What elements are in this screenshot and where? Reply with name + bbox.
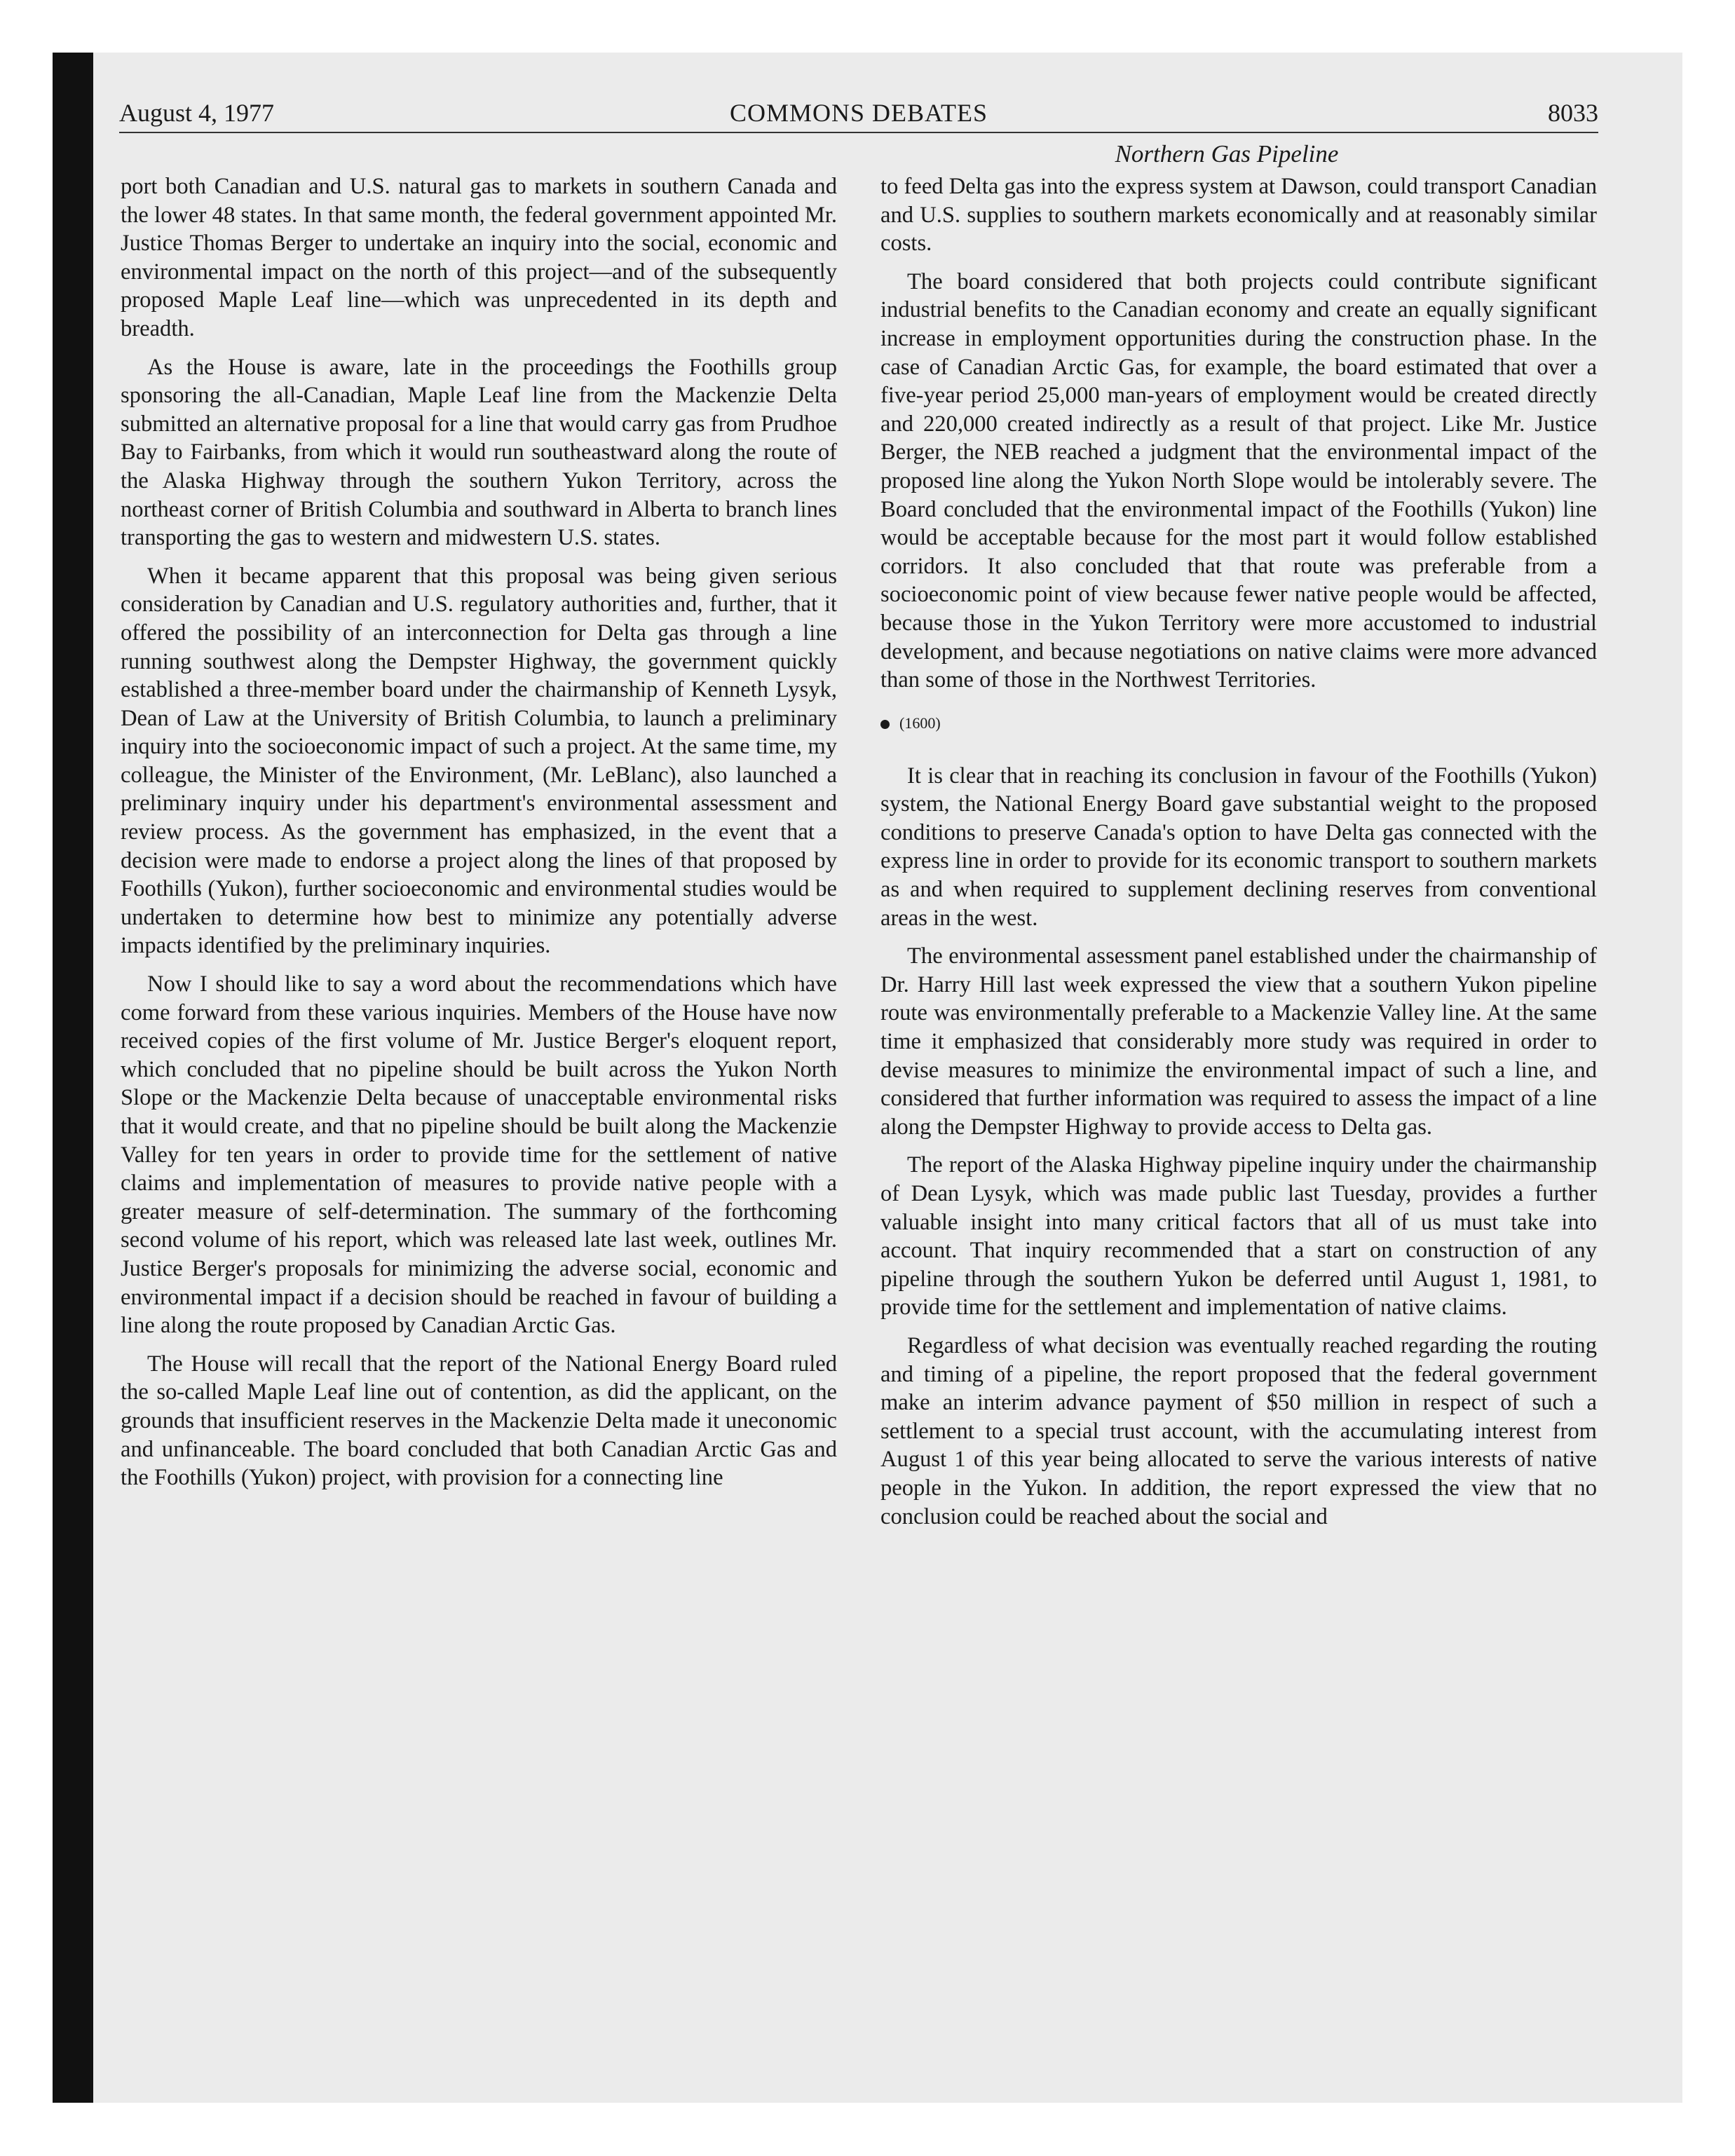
- section-heading: Northern Gas Pipeline: [1115, 140, 1339, 168]
- bullet-icon: [880, 720, 890, 729]
- paragraph: It is clear that in reaching its conclusion in favour of the Foothills (Yukon) system, the National Energy Board gave substantial weight to the proposed conditions to preserve Canada's option to have Delta gas connected with the express line in order to provide for its economic transport to southern markets as and when required to supplement declining reserves from conventional areas in the west.: [880, 763, 1597, 931]
- header-rule: [119, 132, 1598, 133]
- header-date: August 4, 1977: [119, 99, 275, 127]
- paragraph: The environmental assessment panel established under the chairmanship of Dr. Harry Hill last week expressed the view that a southern Yukon pipeline route was environmentally preferable to a Mackenzie Valley line. At the same time it emphasized that considerably more study was required in order to devise measures to minimize the environmental impact of such a line, and considered that further information was required to assess the impact of a line along the Dempster Highway to provide access to Delta gas.: [880, 943, 1597, 1140]
- paragraph: The board considered that both projects could contribute significant industrial benefits to the Canadian economy and create an equally significant increase in employment opportunities during the construction phase. In the case of Canadian Arctic Gas, for example, the board estimated that over a five-year period 25,000 man-years of employment would be created directly and 220,000 created indirectly as a result of that project. Like Mr. Justice Berger, the NEB reached a judgment that the environmental impact of the proposed line along the Yukon North Slope would be intolerably severe. The Board concluded that the environmental impact of the Foothills (Yukon) line would be acceptable because for the most part it would follow established corridors. It also concluded that that route was preferable from a socioeconomic point of view because fewer native people would be affected, because those in the Yukon Territory were more accustomed to industrial development, and because negotiations on native claims were more advanced than some of those in the Northwest Territories.: [880, 268, 1597, 693]
- page-number: 8033: [1548, 99, 1598, 127]
- binding-shadow: [53, 53, 93, 2103]
- paragraph: port both Canadian and U.S. natural gas to markets in southern Canada and the lower 48 states. In that same month, the federal government appointed Mr. Justice Thomas Berger to undertake an inquiry into the social, economic and environmental impact on the north of this project—and of the subsequently proposed Maple Leaf line—which was unprecedented in its depth and breadth.: [121, 174, 837, 341]
- paragraph: Now I should like to say a word about the recommendations which have come forward from these various inquiries. Members of the House have now received copies of the first volume of Mr. Justice Berger's eloquent report, which concluded that no pipeline should be built across the Yukon North Slope or the Mackenzie Delta because of unacceptable environmental risks that it would create, and that no pipeline should be built along the Mackenzie Valley for ten years in order to provide time for the settlement of native claims and implementation of measures to provide native people with a greater measure of self-determination. The summary of the forthcoming second volume of his report, which was released late last week, outlines Mr. Justice Berger's proposals for minimizing the adverse social, economic and environmental impact if a decision should be reached in favour of building a line along the route proposed by Canadian Arctic Gas.: [121, 971, 837, 1339]
- page-header: [119, 98, 1598, 133]
- paragraph: The House will recall that the report of the National Energy Board ruled the so-called Maple Leaf line out of contention, as did the applicant, on the grounds that insufficient reserves in the Mackenzie Delta made it uneconomic and unfinanceable. The board concluded that both Canadian Arctic Gas and the Foothills (Yukon) project, with provision for a connecting line: [121, 1351, 837, 1491]
- paragraph: to feed Delta gas into the express system at Dawson, could transport Canadian and U.S. supplies to southern markets economically and at reasonably similar costs.: [880, 174, 1597, 257]
- header-title: COMMONS DEBATES: [729, 99, 988, 127]
- paragraph: Regardless of what decision was eventually reached regarding the routing and timing of a pipeline, the report proposed that the federal government make an interim advance payment of $50 million in respect of such a settlement to a special trust account, with the accumulating interest from August 1 of this year being allocated to serve the various interests of native people in the Yukon. In addition, the report expressed the view that no conclusion could be reached about the social and: [880, 1332, 1597, 1529]
- right-column: [880, 172, 1597, 1541]
- time-marker: [880, 713, 1597, 734]
- left-column: [121, 172, 837, 1502]
- paragraph: As the House is aware, late in the proceedings the Foothills group sponsoring the all-Canadian, Maple Leaf line from the Mackenzie Delta submitted an alternative proposal for a line that would carry gas from Prudhoe Bay to Fairbanks, from which it would run southeastward along the route of the Alaska Highway through the southern Yukon Territory, across the northeast corner of British Columbia and southward in Alberta to branch lines transporting the gas to western and midwestern U.S. states.: [121, 354, 837, 551]
- paragraph: When it became apparent that this proposal was being given serious consideration by Canadian and U.S. regulatory authorities and, further, that it offered the possibility of an interconnection for Delta gas through a line running southwest along the Dempster Highway, the government quickly established a three-member board under the chairmanship of Kenneth Lysyk, Dean of Law at the University of British Columbia, to launch a preliminary inquiry into the socioeconomic impact of such a project. At the same time, my colleague, the Minister of the Environment, (Mr. LeBlanc), also launched a preliminary inquiry under his department's environmental assessment and review process. As the government has emphasized, in the event that a decision were made to endorse a project along the lines of that proposed by Foothills (Yukon), further socioeconomic and environmental studies would be undertaken to determine how best to minimize any potentially adverse impacts identified by the preliminary inquiries.: [121, 563, 837, 959]
- time-marker-label: (1600): [899, 714, 941, 732]
- paragraph: The report of the Alaska Highway pipeline inquiry under the chairmanship of Dean Lysyk, which was made public last Tuesday, provides a further valuable insight into many critical factors that all of us must take into account. That inquiry recommended that a start on construction of any pipeline through the southern Yukon be deferred until August 1, 1981, to provide time for the settlement and implementation of native claims.: [880, 1152, 1597, 1321]
